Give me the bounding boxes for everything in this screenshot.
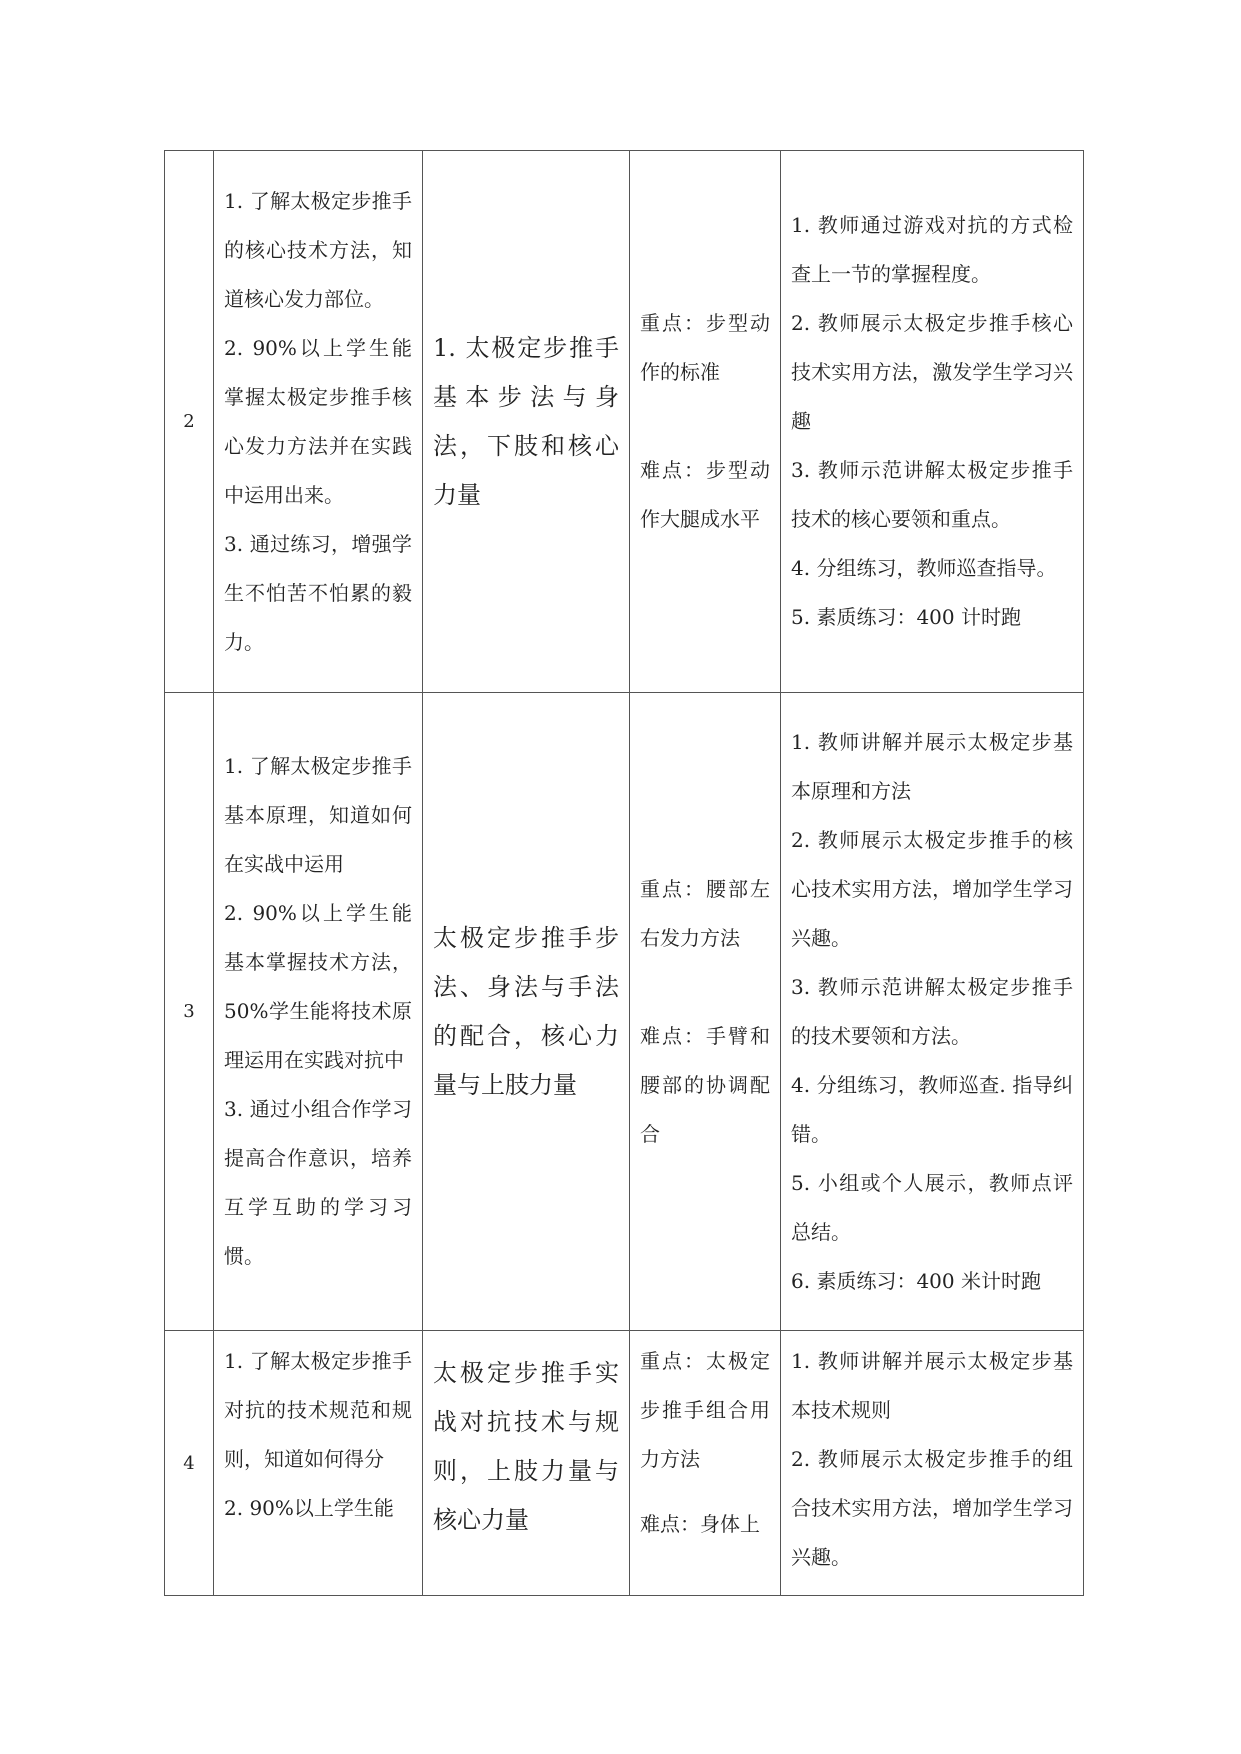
key-difficult-cell (630, 1331, 781, 1596)
methods-cell (781, 693, 1084, 1331)
method-item: 5. 素质练习：400 计时跑 (791, 605, 1021, 629)
method-item: 3. 教师示范讲解太极定步推手技术的核心要领和重点。 (791, 458, 1073, 531)
objective-item: 1. 了解太极定步推手对抗的技术规范和规则，知道如何得分 (224, 1349, 412, 1471)
method-item: 1. 教师通过游戏对抗的方式检查上一节的掌握程度。 (791, 213, 1073, 286)
lesson-plan-table (164, 150, 1084, 1596)
content-cell (423, 693, 630, 1331)
objectives-cell (214, 1331, 423, 1596)
table-row (165, 151, 1084, 693)
key-difficult-cell (630, 693, 781, 1331)
content-text: 1. 太极定步推手基本步法与身法，下肢和核心力量 (433, 333, 619, 509)
key-point: 重点：太极定步推手组合用力方法 (640, 1349, 770, 1471)
difficulty: 难点：手臂和腰部的协调配合 (640, 1023, 770, 1146)
method-item: 6. 素质练习：400 米计时跑 (791, 1268, 1041, 1293)
method-item: 2. 教师展示太极定步推手的核心技术实用方法，增加学生学习兴趣。 (791, 827, 1073, 950)
content-cell (423, 151, 630, 693)
content-cell (423, 1331, 630, 1596)
lesson-number: 3 (165, 693, 214, 1331)
method-item: 3. 教师示范讲解太极定步推手的技术要领和方法。 (791, 974, 1073, 1048)
objective-item: 2. 90%以上学生能掌握太极定步推手核心发力方法并在实践中运用出来。 (224, 335, 412, 507)
objective-item: 3. 通过小组合作学习提高合作意识，培养互学互助的学习习惯。 (224, 1097, 412, 1268)
objectives-cell (214, 151, 423, 693)
lesson-number: 2 (165, 151, 214, 693)
method-item: 2. 教师展示太极定步推手核心技术实用方法，激发学生学习兴趣 (791, 311, 1073, 433)
methods-cell (781, 1331, 1084, 1596)
lesson-number: 4 (165, 1331, 214, 1596)
table-row (165, 1331, 1084, 1596)
key-point: 重点：腰部左右发力方法 (640, 876, 770, 950)
objective-item: 2. 90%以上学生能基本掌握技术方法，50%学生能将技术原理运用在实践对抗中 (224, 901, 412, 1072)
table-row (165, 693, 1084, 1331)
difficulty: 难点：身体上 (640, 1512, 760, 1536)
key-difficult-cell (630, 151, 781, 693)
method-item: 4. 分组练习，教师巡查指导。 (791, 556, 1057, 580)
objective-item: 2. 90%以上学生能 (224, 1496, 394, 1520)
objectives-cell (214, 693, 423, 1331)
content-text: 太极定步推手步法、身法与手法的配合，核心力量与上肢力量 (433, 923, 619, 1099)
objective-item: 1. 了解太极定步推手基本原理，知道如何在实战中运用 (224, 754, 412, 876)
objective-item: 3. 通过练习，增强学生不怕苦不怕累的毅力。 (224, 531, 412, 654)
content-text: 太极定步推手实战对抗技术与规则，上肢力量与核心力量 (433, 1359, 619, 1534)
objective-item: 1. 了解太极定步推手的核心技术方法，知道核心发力部位。 (224, 188, 412, 311)
method-item: 1. 教师讲解并展示太极定步基本技术规则 (791, 1349, 1073, 1422)
method-item: 5. 小组或个人展示，教师点评总结。 (791, 1170, 1073, 1244)
method-item: 1. 教师讲解并展示太极定步基本原理和方法 (791, 729, 1073, 803)
key-point: 重点：步型动作的标准 (640, 311, 770, 384)
method-item: 2. 教师展示太极定步推手的组合技术实用方法，增加学生学习兴趣。 (791, 1447, 1073, 1569)
methods-cell (781, 151, 1084, 693)
method-item: 4. 分组练习，教师巡查. 指导纠错。 (791, 1072, 1073, 1146)
difficulty: 难点：步型动作大腿成水平 (640, 458, 770, 531)
